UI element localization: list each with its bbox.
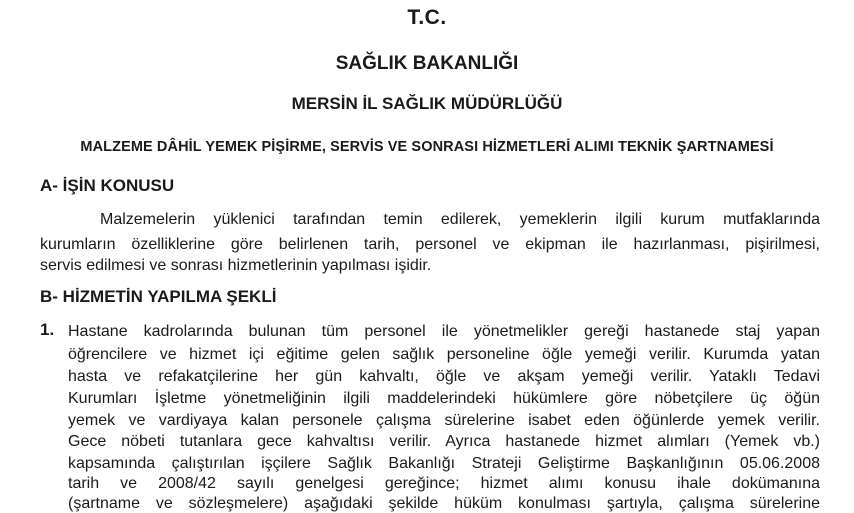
section-b-line: (şartname ve sözleşmelere) aşağıdaki şekilde hüküm konulması şartıyla, çalışma sürelerine (68, 495, 820, 512)
section-b-line: tarih ve 2008/42 sayılı genelgesi gereğince; hizmet alımı konusu ihale dokümanına (68, 475, 820, 492)
section-a-line: servis edilmesi ve sonrası hizmetlerinin yapılması işidir. (40, 257, 432, 274)
section-a-heading: A- İŞİN KONUSU (40, 176, 175, 195)
document-title: MALZEME DÂHİL YEMEK PİŞİRME, SERVİS VE SONRASI HİZMETLERİ ALIMI TEKNİK ŞARTNAMESİ (80, 139, 774, 155)
section-b-line: Kurumları İşletme yönetmeliğinin ilgili maddelerindeki hükümlere göre nöbetçilere üç öğün (68, 390, 820, 407)
header-ministry: SAĞLIK BAKANLIĞI (335, 53, 519, 74)
item-number: 1. (40, 320, 55, 339)
section-a-line: Malzemelerin yüklenici tarafından temin edilerek, yemeklerin ilgili kurum mutfaklarında (100, 211, 820, 228)
header-directorate: MERSİN İL SAĞLIK MÜDÜRLÜĞÜ (291, 94, 563, 113)
header-tc: T.C. (407, 6, 447, 29)
section-b-line: yemek ve vardiyaya kalan personele çalışma sürelerine isabet eden öğünlerde yemek verilir. (68, 412, 820, 429)
section-b-line: öğrencilere ve hizmet içi eğitime gelen sağlık personeline öğle yemeği verilir. Kurumda yatan (68, 346, 820, 363)
section-b-line: Hastane kadrolarında bulunan tüm personel ile yönetmelikler gereği hastanede staj yapan (68, 323, 820, 340)
section-b-heading: B- HİZMETİN YAPILMA ŞEKLİ (40, 287, 277, 306)
section-b-line: kapsamında çalıştırılan işçilere Sağlık Bakanlığı Strateji Geliştirme Başkanlığının 05.06.2008 (68, 455, 820, 472)
section-b-line: Gece nöbeti tutanlara gece kahvaltısı verilir. Ayrıca hastanede hizmet alımları (Yemek vb.) (68, 433, 820, 450)
section-b-line: hasta ve refakatçilerine her gün kahvaltı, öğle ve akşam yemeği verilir. Yataklı Tedavi (68, 368, 820, 385)
section-a-line: kurumların özelliklerine göre belirlenen tarih, personel ve ekipman ile hazırlanması, pişirilmesi, (40, 236, 820, 253)
